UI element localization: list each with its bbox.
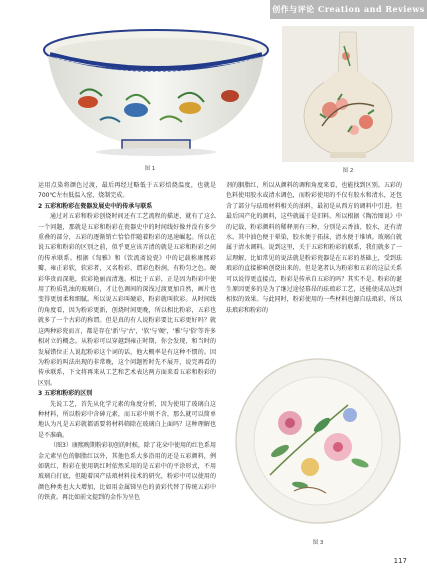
figure-2-caption: 图 2 — [342, 168, 354, 174]
paragraph-continuation: 运用点染将颜色过渡，最后再经过略低于五彩焙烧温度，也就是700℃左右低温入窑，烧制完成。 — [38, 182, 216, 200]
page-number: 117 — [393, 557, 407, 565]
figure-3-plate-image — [230, 355, 405, 527]
figure-1-caption: 图 1 — [144, 166, 156, 172]
paragraph-continuation: 剂的胭脂红，所以从颜料的调和角度来看，也能找到区别。五彩的色料使用胶水或清水调色，而粉彩使用的不仅有胶水和清水，还包含了部分与珐琅材料相关的油料，最初是从西方的调料中引进。但最后国产化的颜料，这些就属于是旧料。所以根据《陶冶图说》中的记载，粉彩颜料的稀释剂有三种，分别是云香油、胶水，还有清水。其中油色便于晕染，胶水便于拓抹，清水便于堆填。玻璃白就属于清水调料。说到这里，关于五彩和粉彩的联系，我们就多了一层理解，比如常见的说法就是粉彩瓷器是在五彩的基础上，受到珐琅彩的直接影响创烧出来的。但是笔者认为粉彩和五彩的这层关系可以说得更直接点，粉彩是传承自五彩的吗？其实不是。粉彩的诞生原因更多的是为了继过途径幕昂的珐琅彩工艺，还能使成品达到相似的效果。与此同时，粉彩使用的一些材料也源自珐琅彩，所以珐琅彩和粉彩的 — [226, 182, 402, 314]
paragraph: 通过对五彩和粉彩创烧时间还有工艺流程的描述，就有了这么一个问题，那就是五彩和粉彩在瓷器史中的时间线好像并没有多少重叠的部分，五彩的逐渐销亡恰恰伴随着粉彩的迅速崛起。所以在说五彩和粉彩的区别之前，似乎更应该弄清的就是五彩和粉彩之间的传承联系。根据《匋雅》和《饮流斋说瓷》中的记载称康熙彩瓣，雍正彩软，软彩者，又名粉彩，谓彩色粉润，有粉匀之色。硬彩华贵而深艳，软彩艳丽而清逸。相比于五彩，正是因为粉彩中使用了粉质乳浊的玻璃白，才让色调间的深浅过渡更加自然，画片也变得更加柔和细腻。所以说五彩叫硬彩，粉彩就叫软彩。从时间线的角度看，因为粉彩更新，创烧时间更晚，所以相比粉彩，五彩也就多了一个古彩的称谓。但是真的有人说粉彩要比五彩更好吗？就这两种彩瓷而言，都是存在'新'与'古'，'软'与'硬'，'雅'与'俗'等许多相对立的概念。从粉彩可以穿越到雍正时期，你会发现，和当时的发展错位正人说起粉彩这个词的话，他大概率是有这种不惯的。因为粉彩的叫法出现的非常晚，这个问题暂时先不展开，说完再看的传承联系，下文将再来从工艺和艺术表达两方面来看五彩和粉彩的区别。 — [38, 213, 216, 387]
section-heading-2: 2 五彩和粉彩在瓷器发展史中的传承与联系 — [38, 202, 153, 210]
figure-1-bowl-image — [40, 24, 272, 160]
left-text-column — [38, 181, 216, 504]
figure-3-caption: 图 3 — [312, 540, 324, 546]
journal-header — [270, 0, 427, 19]
journal-title: 创作与评论 Creation and Reviews — [272, 4, 425, 14]
paragraph: （图3）康熙晚期粉彩初创的时候，除了花朵中使用的红色系用金元素呈色的胭脂红以外，其他色系大多沿用的还是五彩颜料，例如矾红，粉彩在使用矾红时依然采用的是五彩中的平涂形式，不用玻璃白打底，但随着国产珐琅材料技术的研究，粉彩中可以使用的颜色种类也大大增加，比如用金属锑呈色的黄彩代替了传统五彩中的铁黄。再比如前文提到的金作为呈色 — [38, 442, 216, 502]
figure-2-vase-image — [282, 26, 414, 162]
paragraph: 先说工艺，首先从化学元素的角度分析，因为使用了玻璃白这种材料，所以粉彩中含砷元素，而五彩中则不含，那么就可以简单地认为凡是五彩就都需要将材料筛除在玻璃白上面吗？这种理解也是不准确。 — [38, 400, 216, 439]
right-text-column — [226, 181, 402, 316]
section-heading-3: 3 五彩和粉彩的区别 — [38, 390, 93, 398]
